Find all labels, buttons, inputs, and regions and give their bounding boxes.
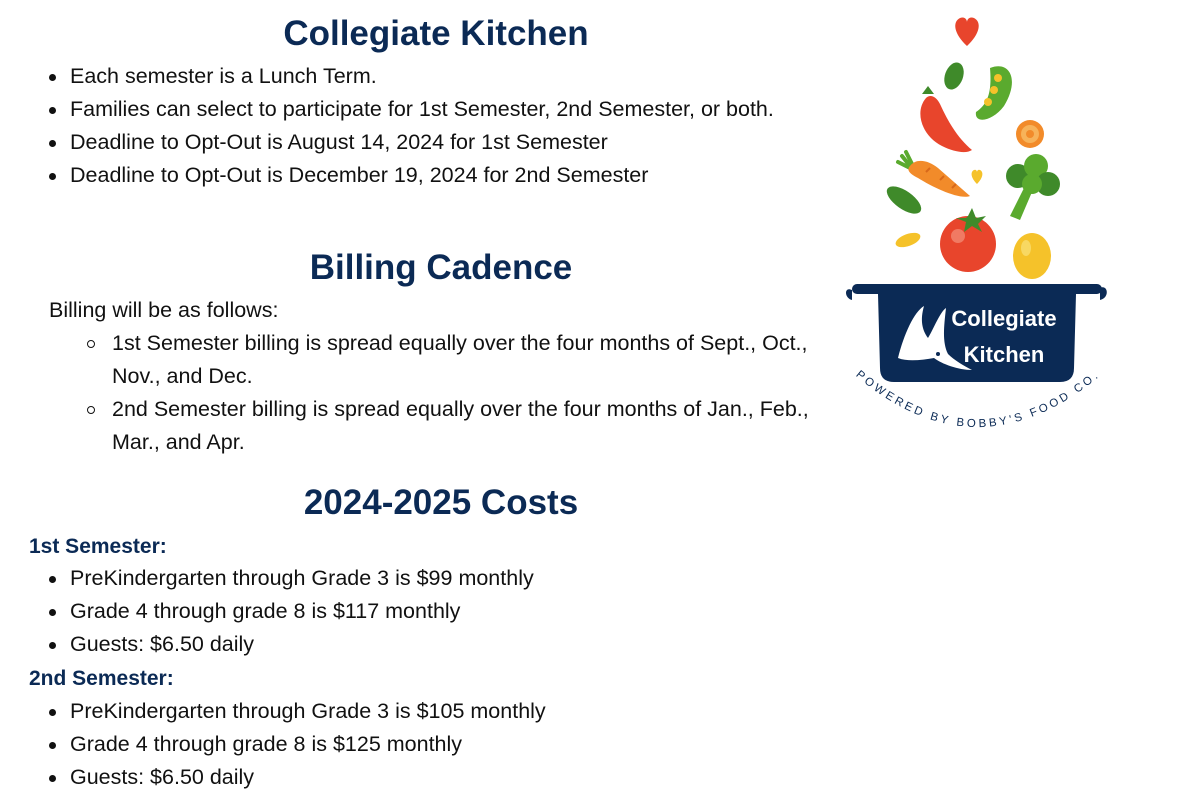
title-costs: 2024-2025 Costs [303, 483, 579, 522]
list-item: Guests: $6.50 daily [29, 628, 789, 661]
list-item: 2nd Semester billing is spread equally over the four months of Jan., Feb., Mar., and Apr. [85, 393, 845, 459]
list-item: Grade 4 through grade 8 is $125 monthly [29, 728, 789, 761]
heart-icon [955, 17, 978, 46]
billing-intro: Billing will be as follows: [49, 298, 279, 322]
chili-pepper-icon [920, 86, 972, 152]
list-item: PreKindergarten through Grade 3 is $99 monthly [29, 562, 789, 595]
cinnamon-roll-icon [1016, 120, 1044, 148]
semester1-cost-list [29, 562, 789, 661]
list-item: Deadline to Opt-Out is December 19, 2024 for 2nd Semester [29, 159, 819, 192]
logo-tagline: POWERED BY BOBBY'S FOOD CO. [853, 368, 1103, 431]
semester2-label: 2nd Semester: [29, 667, 174, 690]
lemon-icon [1013, 233, 1051, 279]
leaf-icon [941, 60, 967, 92]
leaf-icon [882, 181, 925, 219]
logo-text-kitchen: Kitchen [963, 342, 1045, 367]
tomato-icon [940, 208, 996, 272]
list-item: PreKindergarten through Grade 3 is $105 monthly [29, 695, 789, 728]
list-item: Grade 4 through grade 8 is $117 monthly [29, 595, 789, 628]
overview-list [29, 60, 819, 192]
carrot-icon [898, 152, 970, 197]
collegiate-kitchen-logo [842, 8, 1112, 448]
title-collegiate-kitchen: Collegiate Kitchen [283, 14, 589, 53]
list-item: Guests: $6.50 daily [29, 761, 789, 794]
list-item: Families can select to participate for 1st Semester, 2nd Semester, or both. [29, 93, 819, 126]
broccoli-icon [1006, 154, 1060, 220]
leaf-icon [894, 230, 923, 250]
title-billing-cadence: Billing Cadence [309, 248, 573, 287]
semester1-label: 1st Semester: [29, 535, 167, 558]
list-item: 1st Semester billing is spread equally over the four months of Sept., Oct., Nov., and Dec. [85, 327, 845, 393]
list-item: Each semester is a Lunch Term. [29, 60, 819, 93]
pot-icon [846, 284, 1107, 382]
pea-pod-icon [976, 66, 1012, 119]
billing-list [85, 327, 845, 459]
heart-icon [972, 170, 983, 184]
list-item: Deadline to Opt-Out is August 14, 2024 for 1st Semester [29, 126, 819, 159]
logo-text-collegiate: Collegiate [951, 306, 1057, 331]
semester2-cost-list [29, 695, 789, 794]
